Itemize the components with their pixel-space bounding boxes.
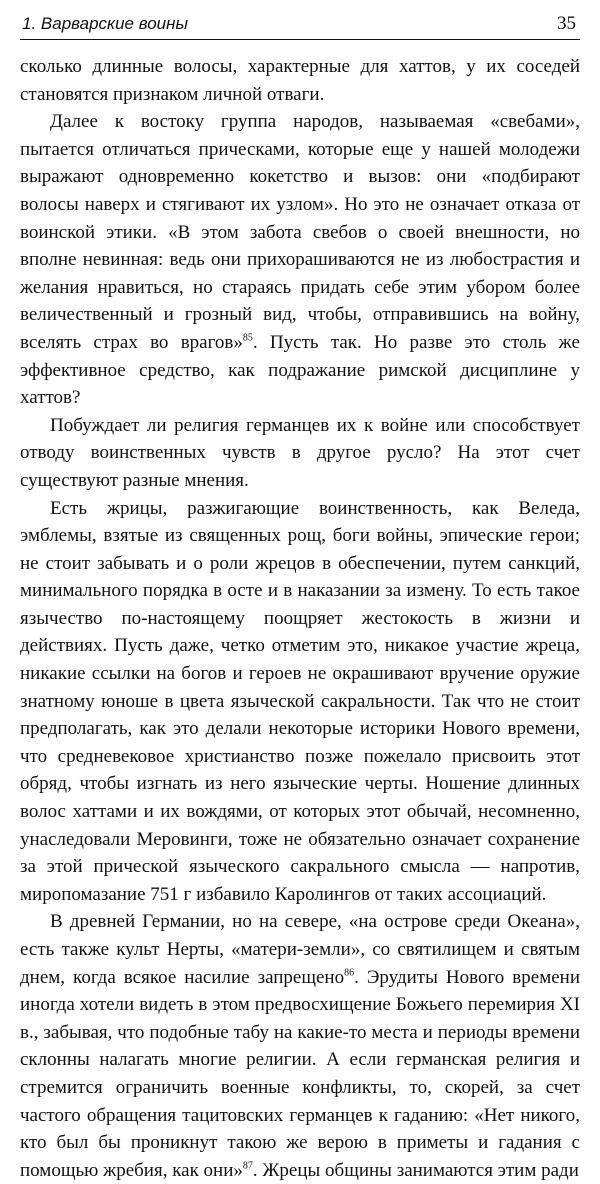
text-segment: . Жрецы общины занимаются этим ради (252, 1159, 579, 1181)
running-header (20, 10, 580, 40)
text-segment: Далее к востоку группа народов, называемая «свебами», пытается отличаться прическами, которые еще у нашей молодежи выражают одновременно кокетство и вызов: они «подбирают волосы наверх и стягивают их узлом». Но это не означает отказа от воинской этики. «В этом забота свебов о своей внешности, но вполне невинная: ведь они прихорашиваются не из любострастия и желания нравиться, но стараясь придать себе этим убором более величественный и грозный вид, чтобы, отправившись на войну, вселять страх во врагов» (20, 111, 580, 353)
paragraph (20, 53, 580, 108)
paragraph (20, 108, 580, 412)
running-title: 1. Варварские воины (22, 14, 188, 33)
footnote-marker[interactable]: 87 (242, 1160, 253, 1172)
text-segment: Есть жрицы, разжигающие воинственность, как Веледа, эмблемы, взятые из священных рощ, боги войны, эпические герои; не стоит забывать и о роли жрецов в обеспечении, путем санкций, минимального порядка в осте и в наказании за измену. То есть такое язычество по-настоящему поощряет жестокость в жизни и действиях. Пусть даже, четко отметим это, никакое участие жреца, никакие ссылки на богов и героев не окрашивают вручение оружие знатному юноше в цвета языческой сакральности. Так что не стоит предполагать, как это делали некоторые историки Нового времени, что средневековое христианство позже пожелало присвоить этот обряд, чтобы изгнать из него языческие черты. Ношение длинных волос хаттами и их вождями, от которых этот обычай, несомненно, унаследовали Меровинги, тоже не обязательно означает сохранение за этой прической языческого сакрального смысла — напротив, миропомазание 751 г избавило Каролингов от таких ассоциаций. (20, 497, 580, 905)
body-text (20, 53, 580, 1184)
text-segment: . Пусть так. Но разве это столь же эффективное средство, как подражание римской дисциплине у хаттов? (20, 331, 580, 409)
footnote-marker[interactable]: 86 (344, 967, 355, 979)
paragraph (20, 412, 580, 495)
paragraph (20, 495, 580, 909)
text-segment: . Эрудиты Нового времени иногда хотели видеть в этом предвосхищение Божьего перемирия XI в., забывая, что подобные табу на какие-то места и периоды времени склонны налагать многие религии. А если германская религия и стремится ограничить военные конфликты, то, скорей, за счет частого обращения тацитовских германцев к гаданию: «Нет никого, кто был бы проникнут такою же верою в приметы и гадания с помощью жребия, как они» (20, 966, 580, 1181)
text-segment: Побуждает ли религия германцев их к войне или способствует отводу воинственных чувств в другое русло? На этот счет существуют разные мнения. (20, 414, 580, 491)
text-segment: В древней Германии, но на севере, «на острове среди Океана», есть также культ Нерты, «матери-земли», со святилищем и святым днем, когда всякое насилие запрещено (20, 911, 580, 988)
footnote-marker[interactable]: 85 (242, 332, 253, 344)
text-segment: сколько длинные волосы, характерные для хаттов, у их соседей становятся признаком личной отваги. (20, 56, 580, 105)
page-number: 35 (557, 13, 576, 34)
